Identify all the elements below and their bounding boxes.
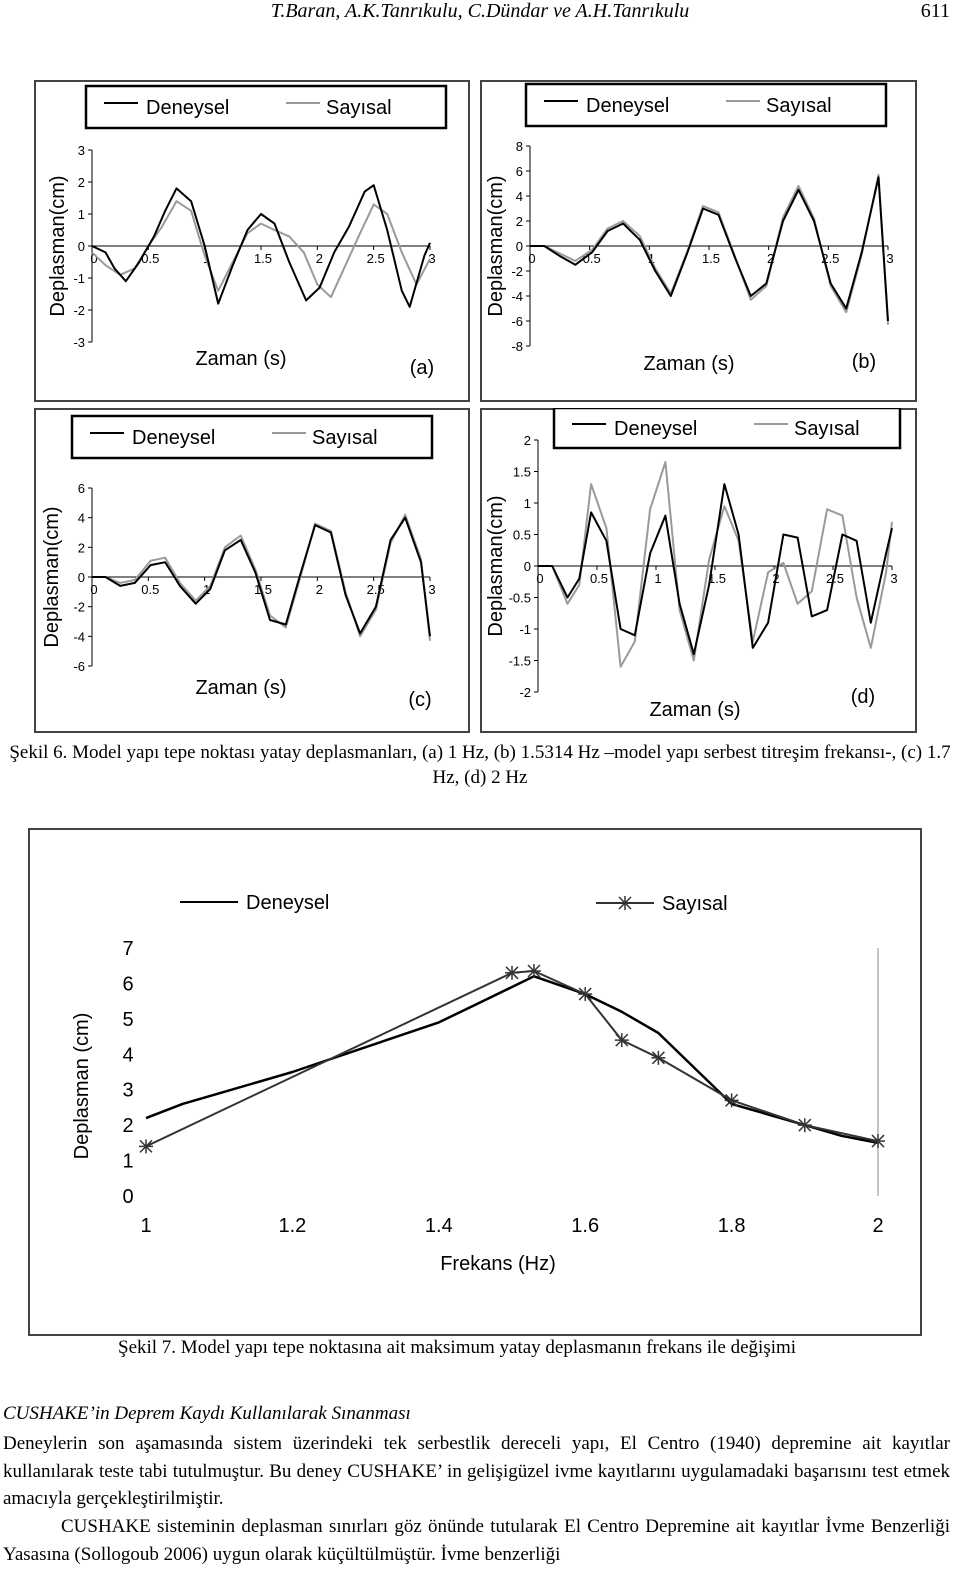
x-tick-label: 1.5 <box>253 251 273 266</box>
x-tick-label: 3 <box>428 582 436 597</box>
y-tick-label: -2 <box>519 685 531 700</box>
x-axis-label: Zaman (s) <box>195 348 287 370</box>
x-tick-label: 1.4 <box>424 1215 453 1237</box>
y-tick-label: -6 <box>511 314 523 329</box>
x-tick-label: 0.5 <box>141 251 160 266</box>
y-tick-label: -6 <box>73 659 85 674</box>
y-tick-label: 0 <box>515 239 523 254</box>
y-tick-label: 7 <box>122 938 134 960</box>
y-tick-label: 4 <box>122 1044 134 1067</box>
paragraph-2: CUSHAKE sisteminin deplasman sınırları göz önünde tutularak El Centro Depremine ait kayıtlar İvme Benzerliği Yasasına (Sollogoub 2006) uygun olarak küçültülmüştür. İvme benzerliği <box>3 1516 950 1565</box>
y-axis-label: Deplasman (cm) <box>71 1012 93 1160</box>
x-tick-label: 0.5 <box>589 571 609 586</box>
series-sayisal-point <box>651 1051 665 1065</box>
legend-exp-label: Deneysel <box>614 418 698 440</box>
series-sayisal-point <box>139 1139 153 1153</box>
y-tick-label: 6 <box>77 481 85 496</box>
panel-frame <box>481 409 916 732</box>
panel-label: (a) <box>409 357 435 379</box>
chart-figure-7 <box>28 828 922 1336</box>
y-tick-label: 4 <box>515 189 523 204</box>
x-tick-label: 0 <box>528 251 536 266</box>
y-tick-label: 2 <box>77 540 85 556</box>
legend-num-label: Sayısal <box>766 95 832 117</box>
x-tick-label: 1 <box>203 251 211 266</box>
legend-box <box>526 84 886 126</box>
x-tick-label: 1.5 <box>707 571 727 586</box>
y-tick-label: 2 <box>77 175 85 190</box>
x-axis-label: Zaman (s) <box>649 699 741 721</box>
x-tick-label: 2.5 <box>366 251 385 266</box>
figure-7-caption: Şekil 7. Model yapı tepe noktasına ait maksimum yatay deplasmanın frekans ile değişimi <box>118 1337 797 1358</box>
chart-panel-b <box>480 80 917 402</box>
y-tick-label: -1 <box>73 271 85 286</box>
chart-panel-a <box>34 80 470 402</box>
y-tick-label: 0 <box>523 559 531 574</box>
legend-num-label: Sayısal <box>662 893 728 915</box>
x-tick-label: 2 <box>315 582 323 597</box>
x-axis-label: Zaman (s) <box>643 353 735 375</box>
series-sayisal-point <box>871 1134 885 1148</box>
x-tick-label: 2 <box>315 251 323 266</box>
x-tick-label: 1 <box>203 582 211 597</box>
y-tick-label: 6 <box>515 164 523 179</box>
chart-panel-d <box>480 408 917 733</box>
y-tick-label: -2 <box>73 303 85 318</box>
y-tick-label: 0 <box>77 570 85 585</box>
x-tick-label: 2 <box>767 251 775 266</box>
x-tick-label: 1 <box>654 571 662 586</box>
x-tick-label: 2 <box>772 571 780 586</box>
paragraph-1: Deneylerin son aşamasında sistem üzerindeki tek serbestlik dereceli yapı, El Centro (1940) depremine ait kayıtlar kullanılarak teste tabi tutulmuştur. Bu deney CUSHAKE’ in gelişigüzel ivme kayıtlarını uygulamadaki başarısını test etmek amacıyla gerçekleştirilmiştir. <box>3 1433 950 1509</box>
x-tick-label: 3 <box>428 251 436 266</box>
y-tick-label: -1 <box>519 622 531 637</box>
y-tick-label: 6 <box>122 973 134 996</box>
x-tick-label: 0 <box>90 582 98 597</box>
y-tick-label: 2 <box>523 433 531 448</box>
y-tick-label: 2 <box>515 214 523 229</box>
panel-label: (d) <box>850 686 876 708</box>
y-axis-label: Deplasman(cm) <box>47 175 69 317</box>
y-tick-label: -2 <box>73 599 85 615</box>
x-tick-label: 1.5 <box>253 582 273 597</box>
y-tick-label: -4 <box>511 289 523 304</box>
y-axis-label: Deplasman(cm) <box>485 175 507 317</box>
y-tick-label: 2 <box>122 1115 134 1138</box>
figure-6-caption: Şekil 6. Model yapı tepe noktası yatay deplasmanları, (a) 1 Hz, (b) 1.5314 Hz –model yapı serbest titreşim frekansı-, (c) 1.7 Hz, (d) 2 Hz <box>9 742 951 788</box>
legend-exp-label: Deneysel <box>146 97 230 119</box>
y-tick-label: 3 <box>122 1079 134 1102</box>
series-sayisal-point <box>527 964 541 978</box>
y-tick-label: -3 <box>73 335 85 350</box>
x-tick-label: 1 <box>647 251 655 266</box>
y-tick-label: -8 <box>511 339 523 354</box>
legend-num-label: Sayısal <box>794 418 860 440</box>
x-tick-label: 0 <box>536 571 544 586</box>
x-tick-label: 2 <box>872 1215 884 1237</box>
x-tick-label: 1.2 <box>278 1215 307 1237</box>
y-tick-label: 1 <box>77 207 85 222</box>
y-tick-label: 3 <box>77 143 85 158</box>
y-tick-label: 1 <box>122 1150 134 1173</box>
x-axis-label: Frekans (Hz) <box>440 1253 556 1275</box>
panel-label: (b) <box>851 351 877 373</box>
panel-label: (c) <box>408 689 432 711</box>
x-tick-label: 1.5 <box>701 251 721 266</box>
series-sayisal-point <box>725 1093 739 1107</box>
legend-num-marker <box>618 896 632 910</box>
series-sayisal-point <box>798 1118 812 1132</box>
page-number: 611 <box>920 0 950 22</box>
legend-exp-label: Deneysel <box>132 427 216 449</box>
legend-exp-label: Deneysel <box>246 892 330 914</box>
chart-panel-c <box>34 408 470 733</box>
y-tick-label: 0.5 <box>512 527 531 543</box>
x-tick-label: 0.5 <box>582 251 601 266</box>
legend-num-label: Sayısal <box>326 97 392 119</box>
y-tick-label: 5 <box>122 1008 134 1031</box>
y-tick-label: 0 <box>122 1186 134 1208</box>
series-sayisal-point <box>505 966 519 980</box>
y-tick-label: -1.5 <box>508 653 531 669</box>
x-tick-label: 3 <box>886 251 894 266</box>
y-tick-label: 0 <box>77 239 85 254</box>
x-tick-label: 1.6 <box>571 1215 600 1237</box>
y-tick-label: -4 <box>73 629 85 645</box>
x-tick-label: 2.5 <box>366 582 385 597</box>
x-tick-label: 1.8 <box>717 1215 746 1237</box>
y-axis-label: Deplasman(cm) <box>485 495 507 637</box>
legend-num-label: Sayısal <box>312 427 378 449</box>
x-tick-label: 2.5 <box>821 251 840 266</box>
x-tick-label: 0.5 <box>141 582 160 597</box>
y-tick-label: -2 <box>511 264 523 279</box>
legend-exp-label: Deneysel <box>586 95 670 117</box>
x-tick-label: 1 <box>140 1215 152 1237</box>
x-axis-label: Zaman (s) <box>195 677 287 699</box>
y-tick-label: 1.5 <box>512 464 531 480</box>
y-tick-label: -0.5 <box>508 590 531 606</box>
legend-box <box>86 86 446 128</box>
running-header-authors: T.Baran, A.K.Tanrıkulu, C.Dündar ve A.H.Tanrıkulu <box>270 0 690 22</box>
legend-box <box>72 416 432 458</box>
y-tick-label: 4 <box>77 510 85 526</box>
series-sayisal-point <box>578 987 592 1001</box>
section-title: CUSHAKE’in Deprem Kaydı Kullanılarak Sınanması <box>3 1403 411 1424</box>
y-tick-label: 1 <box>523 496 531 511</box>
series-sayisal-point <box>615 1033 629 1047</box>
x-tick-label: 0 <box>90 251 98 266</box>
x-tick-label: 2.5 <box>825 571 845 586</box>
x-tick-label: 3 <box>890 571 898 586</box>
y-axis-label: Deplasman(cm) <box>41 506 63 648</box>
y-tick-label: 8 <box>515 139 523 154</box>
